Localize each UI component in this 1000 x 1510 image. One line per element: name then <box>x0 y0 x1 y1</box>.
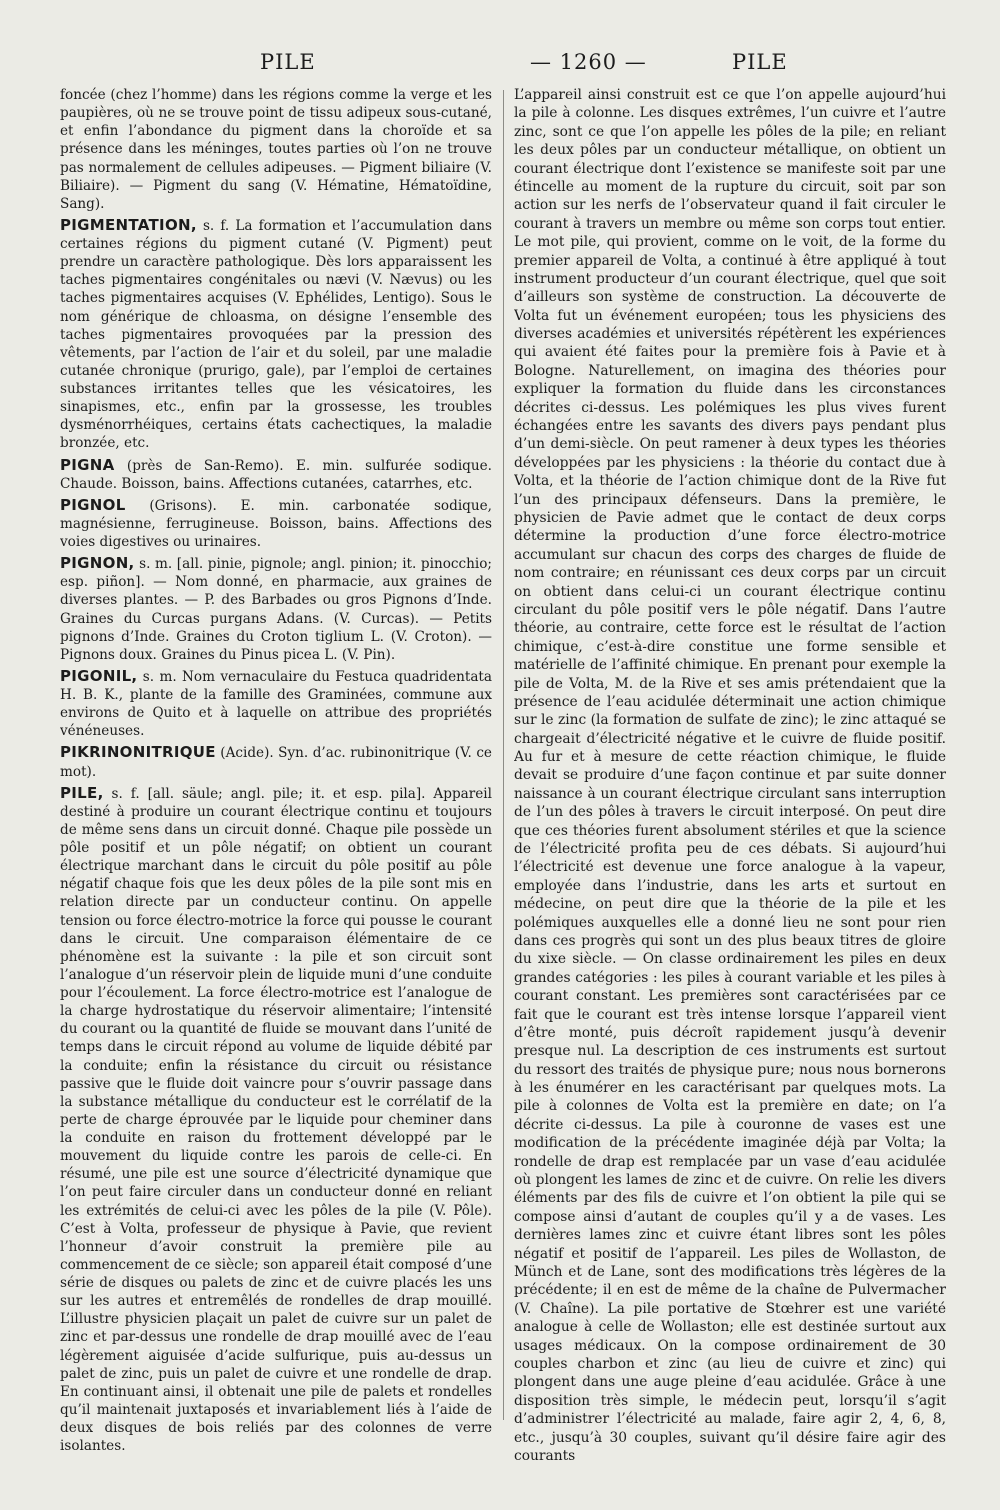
dictionary-entry <box>60 456 492 493</box>
entry-body-text: s. m. [all. pinie, pignole; angl. pinion; it. pinocchio; esp. piñon]. — Nom donné, en pharmacie, aux graines de diverses plantes. — P. des Barbades ou gros Pignons d’Inde. Graines du Curcas purgans Adans. (V. Curcas). — Petits pignons d’Inde. Graines du Croton tiglium L. (V. Croton). — Pignons doux. Graines du Pinus picea L. (V. Pin). <box>60 556 492 663</box>
entry-body-text: s. f. La formation et l’accumulation dans certaines régions du pigment cutané (V. Pigment) peut prendre un caractère pathologique. Dès lors apparaissent les taches pigmentaires congénitales ou nævi (V. Nævus) ou les taches pigmentaires acquises (V. Ephélides, Lentigo). Sous le nom générique de chloasma, on désigne l’ensemble des taches pigmentaires provoquées par la pression des vêtements, par l’action de l’air et du soleil, par une maladie cutanée chronique (prurigo, gale), par l’emploi de certaines substances irritantes telles que les vésicatoires, les sinapismes, etc., enfin par la grossesse, les troubles dysménorrhéiques, certains états cachectiques, la maladie bronzée, etc. <box>60 217 492 452</box>
header-right-title: PILE <box>732 50 788 74</box>
entry-headword: PIGMENTATION, <box>60 215 197 234</box>
dictionary-entry <box>60 216 492 453</box>
running-header <box>60 50 960 84</box>
header-left-title: PILE <box>260 50 316 74</box>
page-number: — 1260 — <box>530 50 647 74</box>
left-column <box>60 86 492 1466</box>
entry-headword: PIGNON, <box>60 554 135 573</box>
text-paragraph <box>514 86 946 1465</box>
right-column <box>514 86 946 1466</box>
entry-body-text: L’appareil ainsi construit est ce que l’on appelle aujourd’hui la pile à colonne. Les disques extrêmes, l’un cuivre et l’autre zinc, sont ce que l’on appelle les pôles de la pile; en reliant les deux pôles par un conducteur métallique, on obtient un courant électrique dont l’existence se manifeste soit par une étincelle au moment de la rupture du circuit, soit par son action sur les nerfs de l’observateur quand il fait circuler le courant à travers un membre ou même son corps tout entier. Le mot pile, qui provient, comme on le voit, de la forme du premier appareil de Volta, a continué à être appliqué à tout instrument producteur d’un courant électrique, quel que soit d’ailleurs son système de construction. La découverte de Volta fut un événement européen; tous les physiciens des diverses académies et universités répétèrent les expériences qui avaient été faites pour la première fois à Pavie et à Bologne. Naturellement, on imagina des théories pour expliquer la formation du fluide dans les circonstances décrites ci-dessus. Les polémiques les plus vives furent échangées entre les savants des divers pays pendant plus d’un demi-siècle. On peut ramener à deux types les théories développées par les physiciens : la théorie du contact due à Volta, et la théorie de l’action chimique dont de la Rive fut l’un des principaux défenseurs. Dans la première, le physicien de Pavie admet que le contact de deux corps détermine la production d’une force électro-motrice accumulant sur chacun des corps des charges de fluide de nom contraire; en réunissant ces deux corps par un circuit on obtient dans celui-ci un courant électrique continu circulant du pôle positif vers le pôle négatif. Dans l’autre théorie, au contraire, cette force est le résultat de l’action chimique, c’est-à-dire constitue une forme sensible et matérielle de l’affinité chimique. En prenant pour exemple la pile de Volta, M. de la Rive et ses amis prétendaient que la présence de l’eau acidulée déterminait une action chimique sur le zinc (la formation de sulfate de zinc); le zinc attaqué se chargeait d’électricité négative et le cuivre de fluide positif. Au fur et à mesure de cette réaction chimique, le fluide devait se produire d’une façon continue et par suite donner naissance à un courant électrique circulant sans interruption de l’un des pôles à travers le circuit interposé. On peut dire que ces théories furent absolument stériles et que la science de l’électricité profita peu de ces débats. Si aujourd’hui l’électricité est devenue une force analogue à la vapeur, employée dans l’industrie, dans les arts et surtout en médecine, on peut dire que la théorie de la pile et les polémiques auxquelles elle a donné lieu ne sont pour rien dans ces progrès qui sont un des plus beaux titres de gloire du xixe siècle. — On classe ordinairement les piles en deux grandes catégories : les piles à courant variable et les piles à courant constant. Les premières sont caractérisées par ce fait que le courant est très intense lorsque l’appareil vient d’être monté, puis décroît rapidement jusqu’à devenir presque nul. La description de ces instruments est surtout du ressort des traités de physique pure; nous nous bornerons à les énumérer en les caractérisant par quelques mots. La pile à colonnes de Volta est la première en date; on l’a décrite ci-dessus. La pile à couronne de vases est une modification de la précédente imaginée déjà par Volta; la rondelle de drap est remplacée par un vase d’eau acidulée où plongent les lames de zinc et de cuivre. On relie les divers éléments par des fils de cuivre et l’on obtient la pile qui se compose ainsi d’autant de couples qu’il y a de vases. Les dernières lames zinc et cuivre étant libres sont les pôles négatif et positif de l’appareil. Les piles de Wollaston, de Münch et de Lane, sont des modifications très légères de la précédente; il en est de même de la chaîne de Pulvermacher (V. Chaîne). La pile portative de Stœhrer est une variété analogue à celle de Wollaston; elle est destinée surtout aux usages médicaux. On la compose ordinairement de 30 couples charbon et zinc (au lieu de cuivre et zinc) qui plongent dans une auge pleine d’eau acidulée. Grâce à une disposition très simple, le médecin peut, lorsqu’il s’agit d’administrer l’électricité au malade, faire agir 2, 4, 6, 8, etc., jusqu’à 30 couples, suivant qu’il désire faire agir des courants <box>514 87 946 1464</box>
entry-body-text: s. f. [all. säule; angl. pile; it. et esp. pila]. Appareil destiné à produire un courant électrique continu et toujours de même sens dans un circuit donné. Chaque pile possède un pôle positif et un pôle négatif; on obtient un courant électrique marchant dans le circuit du pôle positif au pôle négatif chaque fois que les deux pôles de la pile sont mis en relation directe par un conducteur continu. On appelle tension ou force électro-motrice la force qui pousse le courant dans le circuit. Une comparaison élémentaire de ce phénomène est la suivante : la pile et son circuit sont l’analogue d’un réservoir plein de liquide muni d’une conduite pour l’écoulement. La force électro-motrice est l’analogue de la charge hydrostatique du réservoir alimentaire; l’intensité du courant ou la quantité de fluide se mouvant dans l’unité de temps dans le circuit répond au volume de liquide débité par la conduite; enfin la résistance du circuit ou résistance passive que le fluide doit vaincre pour s’ouvrir passage dans la substance métallique du conducteur est le corrélatif de la perte de charge éprouvée par le liquide pour cheminer dans la conduite en raison du frottement développé par le mouvement du liquide contre les parois de celle-ci. En résumé, une pile est une source d’électricité dynamique que l’on peut faire circuler dans un conducteur donné en reliant les extrémités de celui-ci avec les pôles de la pile (V. Pôle). C’est à Volta, professeur de physique à Pavie, que revient l’honneur d’avoir construit la première pile au commencement de ce siècle; son appareil était composé d’une série de disques ou palets de zinc et de cuivre placés les uns sur les autres et entremêlés de rondelles de drap mouillé. L’illustre physicien plaçait un palet de cuivre sur un palet de zinc et par-dessus une rondelle de drap mouillé avec de l’eau légèrement aiguisée d’acide sulfurique, puis au-dessus un palet de zinc, puis un palet de cuivre et une rondelle de drap. En continuant ainsi, il obtenait une pile de palets et rondelles qu’il maintenait juxtaposés et invariablement liés à l’aide de deux disques de bois reliés par des colonnes de verre isolantes. <box>60 785 492 1455</box>
entry-headword: PIGNA <box>60 455 115 474</box>
entry-headword: PIKRINONITRIQUE <box>60 743 216 762</box>
dictionary-entry <box>60 496 492 551</box>
entry-body-text: (Grisons). E. min. carbonatée sodique, magnésienne, ferrugineuse. Boisson, bains. Affections des voies digestives ou urinaires. <box>60 497 492 550</box>
entry-headword: PIGONIL, <box>60 666 138 685</box>
column-divider <box>503 90 504 1420</box>
entry-body-text: (Acide). Syn. d’ac. rubinonitrique (V. ce mot). <box>60 745 492 780</box>
dictionary-entry <box>60 743 492 780</box>
entry-body-text: (près de San-Remo). E. min. sulfurée sodique. Chaude. Boisson, bains. Affections cutanées, catarrhes, etc. <box>60 457 492 492</box>
dictionary-entry <box>60 784 492 1456</box>
entry-body-text: s. m. Nom vernaculaire du Festuca quadridentata H. B. K., plante de la famille des Graminées, commune aux environs de Quito et à laquelle on attribue des propriétés vénéneuses. <box>60 668 492 740</box>
text-paragraph <box>60 86 492 213</box>
entry-headword: PILE, <box>60 783 104 802</box>
dictionary-entry <box>60 667 492 741</box>
dictionary-entry <box>60 554 492 664</box>
entry-headword: PIGNOL <box>60 495 126 514</box>
entry-body-text: foncée (chez l’homme) dans les régions comme la verge et les paupières, où ne se trouve point de tissu adipeux sous-cutané, et enfin l’abondance du pigment dans la choroïde et sa présence dans les méninges, toutes parties où l’on ne trouve pas normalement de cellules adipeuses. — Pigment biliaire (V. Biliaire). — Pigment du sang (V. Hématine, Hématoïdine, Sang). <box>60 87 492 212</box>
